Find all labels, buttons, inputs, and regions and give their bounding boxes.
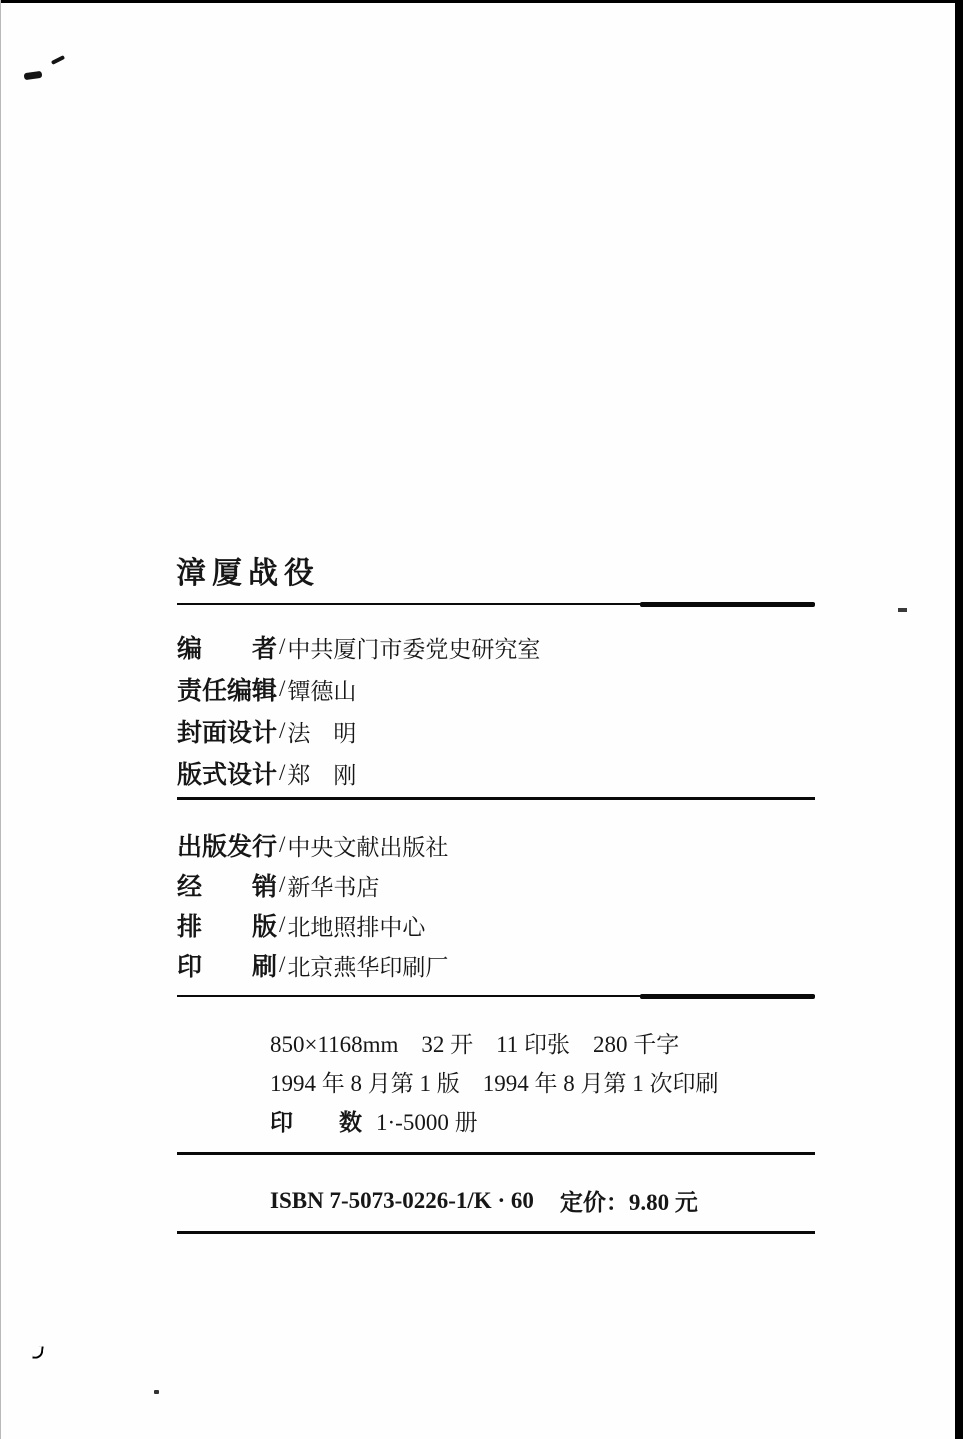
print-run-label: 印 数: [270, 1109, 362, 1135]
ink-mark-tick: [51, 55, 65, 65]
divider-rule-1: [177, 603, 815, 605]
publishing-row-typesetter: [177, 905, 448, 945]
publishing-value: 北京燕华印刷厂: [287, 954, 449, 980]
isbn-price-row: [270, 1184, 698, 1217]
spec-row-edition: [270, 1062, 719, 1101]
scan-edge-left: [0, 0, 1, 1439]
divider-rule-2: [177, 797, 815, 800]
scan-edge-right: [955, 0, 963, 1439]
spec-row-format: [270, 1023, 719, 1062]
credit-label: 版式设计: [177, 761, 278, 789]
credit-row-responsible-editor: [177, 668, 540, 710]
scan-edge-top: [0, 0, 963, 3]
publishing-row-publisher: [177, 825, 448, 865]
credit-label: 编 者: [177, 635, 278, 663]
publishing-value: 中央文献出版社: [287, 834, 449, 860]
ink-mark-hook: [32, 1346, 43, 1360]
credit-value: 镡德山: [287, 678, 357, 704]
credits-block: [177, 626, 540, 794]
edition-spec: 1994 年 8 月第 1 版 1994 年 8 月第 1 次印刷: [270, 1071, 719, 1096]
credit-row-cover-design: [177, 710, 540, 752]
publishing-label: 经 销: [177, 873, 278, 901]
publishing-label: 排 版: [177, 913, 278, 941]
publishing-value: 新华书店: [287, 874, 380, 900]
publishing-label: 印 刷: [177, 953, 278, 981]
label-separator: /: [279, 832, 286, 857]
publishing-row-printer: [177, 945, 448, 985]
divider-rule-5: [177, 1231, 815, 1234]
label-separator: /: [279, 634, 286, 659]
label-separator: /: [279, 676, 286, 701]
credit-label: 封面设计: [177, 719, 278, 747]
credit-row-layout-design: [177, 752, 540, 794]
label-separator: /: [279, 718, 286, 743]
print-specs-block: [270, 1023, 719, 1140]
publishing-label: 出版发行: [177, 833, 278, 861]
publishing-block: [177, 825, 448, 985]
label-separator: /: [279, 872, 286, 897]
publishing-row-distributor: [177, 865, 448, 905]
label-separator: /: [279, 912, 286, 937]
print-run-value: 1·-5000 册: [376, 1110, 478, 1135]
book-title: 漳厦战役: [176, 557, 320, 590]
label-separator: /: [279, 952, 286, 977]
ink-mark-right-dash: [898, 608, 907, 612]
credit-row-editor: [177, 626, 540, 668]
spec-row-print-run: [270, 1101, 719, 1140]
credit-value: 法 明: [287, 720, 357, 746]
credit-label: 责任编辑: [177, 677, 278, 705]
label-separator: /: [279, 760, 286, 785]
ink-mark-blob: [24, 71, 43, 80]
divider-rule-4: [177, 1152, 815, 1155]
credit-value: 中共厦门市委党史研究室: [287, 636, 541, 662]
format-spec: 850×1168mm 32 开 11 印张 280 千字: [270, 1032, 680, 1057]
publishing-value: 北地照排中心: [287, 914, 426, 940]
divider-rule-3: [177, 995, 815, 997]
isbn-number: ISBN 7-5073-0226-1/K · 60: [270, 1187, 534, 1213]
ink-mark-bottom-dot: [154, 1390, 159, 1394]
credit-value: 郑 刚: [287, 762, 357, 788]
price-value: 定价：9.80 元: [559, 1190, 698, 1215]
